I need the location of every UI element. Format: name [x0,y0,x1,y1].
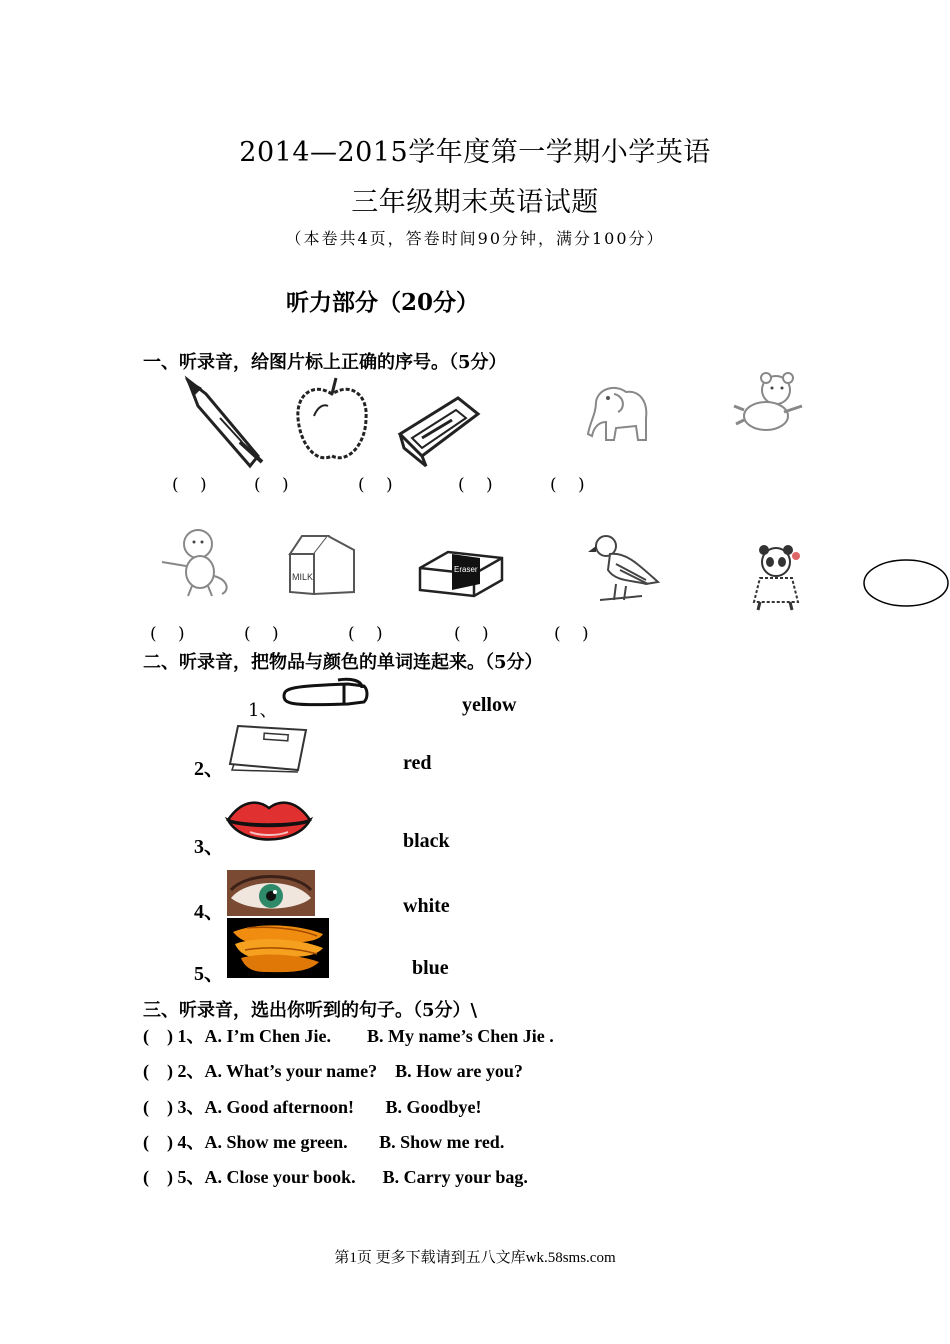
elephant-icon [586,382,652,448]
color-word: red [403,752,432,774]
answer-blank[interactable]: ( ) [554,624,597,644]
page-footer: 第1页 更多下载请到五八文库wk.58sms.com [334,1250,616,1266]
answer-blank[interactable]: ( ) [348,624,391,644]
answer-blank[interactable]: ( ) [150,624,193,644]
banana-icon [227,918,329,978]
page-title: 2014—2015学年度第一学期小学英语 [239,137,711,168]
page-subtitle-grade: 三年级期末英语试题 [351,187,599,218]
pencil-box-icon [398,390,482,468]
eraser-icon [416,544,506,600]
answer-blank[interactable]: ( ) [358,475,401,495]
answer-blank[interactable]: ( ) [172,475,215,495]
color-word: yellow [462,694,517,716]
question-1: ( ) 1、A. I’m Chen Jie. B. My name’s Chen Jie . [143,1026,554,1046]
section3-heading: 三、听录音，选出你听到的句子。（5分）\ [143,1000,478,1021]
apple-icon [294,376,370,466]
bear-icon [732,372,806,436]
color-word: blue [412,957,449,979]
answer-blank[interactable]: ( ) [454,624,497,644]
pen-icon [278,676,368,712]
item-number: 3、 [194,836,224,858]
item-number: 2、 [194,758,224,780]
item-number: 5、 [194,963,224,985]
question-5: ( ) 5、A. Close your book. B. Carry your bag. [143,1167,528,1187]
question-4: ( ) 4、A. Show me green. B. Show me red. [143,1132,505,1152]
eye-icon [227,870,315,916]
panda-icon [744,544,806,610]
listening-heading: 听力部分（20分） [286,289,480,316]
answer-blank[interactable]: ( ) [244,624,287,644]
monkey-icon [158,526,234,598]
answer-blank[interactable]: ( ) [254,475,297,495]
item-number: 1、 [248,700,278,721]
oval-shape [862,558,950,608]
question-2: ( ) 2、A. What’s your name? B. How are you? [143,1061,523,1081]
answer-blank[interactable]: ( ) [458,475,501,495]
eraser-label: Eraser [454,565,478,574]
color-word: black [403,830,450,852]
milk-label: MILK [292,572,314,582]
lips-icon [226,796,312,850]
bird-icon [586,530,660,610]
exam-info: （本卷共4页，答卷时间90分钟，满分100分） [285,229,665,248]
item-number: 4、 [194,901,224,923]
section2-heading: 二、听录音，把物品与颜色的单词连起来。（5分） [143,652,543,673]
notebook-icon [228,724,308,772]
milk-carton-icon [284,530,360,598]
section1-heading: 一、听录音，给图片标上正确的序号。（5分） [143,352,507,373]
answer-blank[interactable]: ( ) [550,475,593,495]
color-word: white [403,895,450,917]
question-3: ( ) 3、A. Good afternoon! B. Goodbye! [143,1097,482,1117]
pen-icon [180,376,270,471]
